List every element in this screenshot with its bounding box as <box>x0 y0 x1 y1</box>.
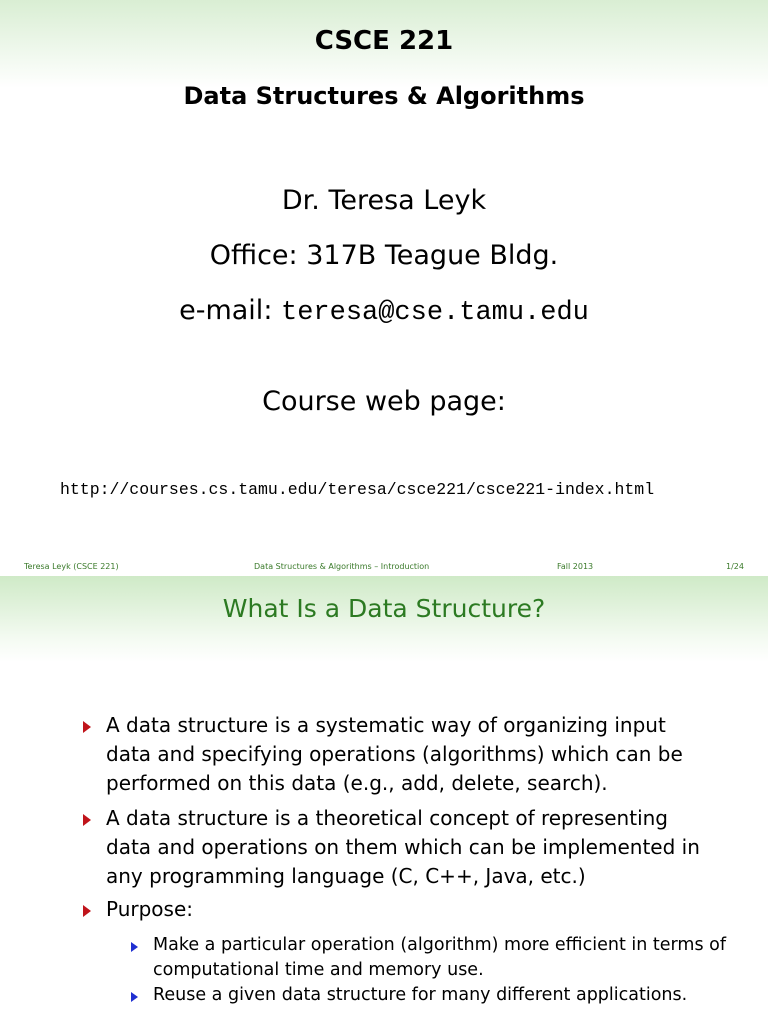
footer-topic: Data Structures & Algorithms – Introduction <box>254 562 430 571</box>
bullet-item: A data structure is a systematic way of organizing input data and specifying operations (algorithms) which can be performed on this data (e.g., add, delete, search). <box>106 713 683 795</box>
bullet-item: A data structure is a theoretical concept of representing data and operations on them which can be implemented in any programming language (C, C++, Java, etc.) <box>106 806 700 888</box>
webpage-label: Course web page: <box>262 386 506 417</box>
email-address[interactable]: teresa@cse.tamu.edu <box>281 298 589 328</box>
footer-term: Fall 2013 <box>557 562 594 571</box>
bullet-item: Purpose: <box>106 897 194 921</box>
footer-page-number: 1/24 <box>726 562 744 571</box>
subbullet-item: Make a particular operation (algorithm) more efficient in terms of computational time and memory use. <box>153 935 726 980</box>
bullet-arrow-icon <box>83 814 91 826</box>
office-location: Office: 317B Teague Bldg. <box>209 240 559 271</box>
subbullet-item: Reuse a given data structure for many different applications. <box>153 985 688 1005</box>
instructor-name: Dr. Teresa Leyk <box>281 185 487 216</box>
subbullet-arrow-icon <box>131 992 138 1002</box>
slide-title: What Is a Data Structure? <box>222 594 546 623</box>
email-label: e-mail: <box>179 295 273 326</box>
subbullet-arrow-icon <box>131 942 138 952</box>
course-title: Data Structures & Algorithms <box>183 82 585 110</box>
course-url[interactable]: http://courses.cs.tamu.edu/teresa/csce221/csce221-index.html <box>60 480 655 499</box>
bullet-arrow-icon <box>83 905 91 917</box>
footer-author: Teresa Leyk (CSCE 221) <box>24 562 119 571</box>
course-code: CSCE 221 <box>314 26 454 56</box>
slide-2 <box>0 576 768 1024</box>
email-line <box>0 295 768 328</box>
bullet-arrow-icon <box>83 721 91 733</box>
